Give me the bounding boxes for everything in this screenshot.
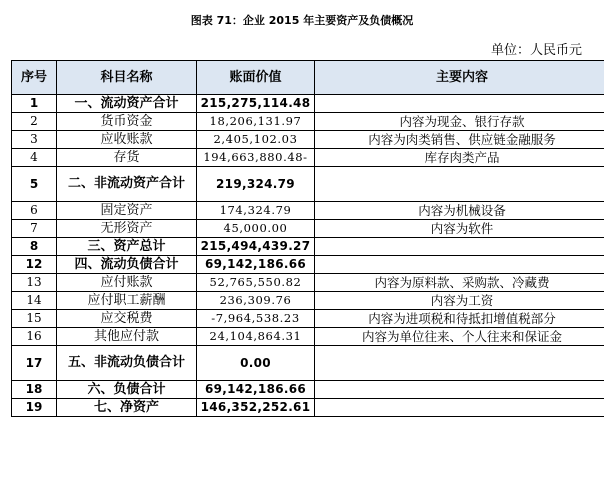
row-seq: 5 bbox=[12, 167, 57, 202]
table-row bbox=[12, 346, 604, 381]
row-desc: 内容为软件 bbox=[315, 220, 604, 238]
row-seq: 17 bbox=[12, 346, 57, 381]
header-value: 账面价值 bbox=[197, 61, 315, 95]
row-value: 18,206,131.97 bbox=[197, 113, 315, 131]
row-value: 69,142,186.66 bbox=[197, 381, 315, 399]
row-value: -7,964,538.23 bbox=[197, 310, 315, 328]
row-value: 146,352,252.61 bbox=[197, 399, 315, 417]
table-row bbox=[12, 310, 604, 328]
row-desc: 内容为单位往来、个人往来和保证金 bbox=[315, 328, 604, 346]
row-name: 应交税费 bbox=[57, 310, 197, 328]
row-desc bbox=[315, 256, 604, 274]
table-row bbox=[12, 220, 604, 238]
row-desc: 内容为工资 bbox=[315, 292, 604, 310]
row-name: 应收账款 bbox=[57, 131, 197, 149]
table-row bbox=[12, 256, 604, 274]
row-name: 货币资金 bbox=[57, 113, 197, 131]
table-row bbox=[12, 95, 604, 113]
row-value: 236,309.76 bbox=[197, 292, 315, 310]
table-row bbox=[12, 292, 604, 310]
row-name: 四、流动负债合计 bbox=[57, 256, 197, 274]
row-seq: 16 bbox=[12, 328, 57, 346]
row-seq: 4 bbox=[12, 149, 57, 167]
header-seq: 序号 bbox=[12, 61, 57, 95]
row-value: 24,104,864.31 bbox=[197, 328, 315, 346]
row-seq: 6 bbox=[12, 202, 57, 220]
row-name: 应付账款 bbox=[57, 274, 197, 292]
table-title: 图表 71：企业 2015 年主要资产及负债概况 bbox=[190, 14, 414, 27]
row-seq: 3 bbox=[12, 131, 57, 149]
row-value: 2,405,102.03 bbox=[197, 131, 315, 149]
row-name: 二、非流动资产合计 bbox=[57, 167, 197, 202]
row-seq: 7 bbox=[12, 220, 57, 238]
table-row bbox=[12, 274, 604, 292]
row-desc: 内容为原料款、采购款、冷藏费 bbox=[315, 274, 604, 292]
row-desc bbox=[315, 399, 604, 417]
row-seq: 12 bbox=[12, 256, 57, 274]
row-value: 219,324.79 bbox=[197, 167, 315, 202]
row-value: 45,000.00 bbox=[197, 220, 315, 238]
row-value: 0.00 bbox=[197, 346, 315, 381]
row-desc: 库存肉类产品 bbox=[315, 149, 604, 167]
row-desc: 内容为现金、银行存款 bbox=[315, 113, 604, 131]
table-row bbox=[12, 328, 604, 346]
row-name: 固定资产 bbox=[57, 202, 197, 220]
row-desc bbox=[315, 238, 604, 256]
row-seq: 14 bbox=[12, 292, 57, 310]
row-value: 52,765,550.82 bbox=[197, 274, 315, 292]
row-desc: 内容为机械设备 bbox=[315, 202, 604, 220]
row-seq: 2 bbox=[12, 113, 57, 131]
row-value: 215,494,439.27 bbox=[197, 238, 315, 256]
row-name: 五、非流动负债合计 bbox=[57, 346, 197, 381]
table-row bbox=[12, 381, 604, 399]
table-header-row bbox=[12, 61, 604, 95]
row-name: 六、负债合计 bbox=[57, 381, 197, 399]
row-desc bbox=[315, 95, 604, 113]
assets-liabilities-table bbox=[11, 60, 604, 417]
table-row bbox=[12, 131, 604, 149]
table-row bbox=[12, 202, 604, 220]
header-desc: 主要内容 bbox=[315, 61, 604, 95]
row-value: 194,663,880.48- bbox=[197, 149, 315, 167]
header-name: 科目名称 bbox=[57, 61, 197, 95]
row-value: 69,142,186.66 bbox=[197, 256, 315, 274]
row-desc bbox=[315, 346, 604, 381]
row-name: 其他应付款 bbox=[57, 328, 197, 346]
row-seq: 8 bbox=[12, 238, 57, 256]
table-row bbox=[12, 399, 604, 417]
table-row bbox=[12, 149, 604, 167]
row-desc: 内容为进项税和待抵扣增值税部分 bbox=[315, 310, 604, 328]
row-name: 应付职工薪酬 bbox=[57, 292, 197, 310]
row-name: 三、资产总计 bbox=[57, 238, 197, 256]
row-seq: 1 bbox=[12, 95, 57, 113]
row-desc: 内容为肉类销售、供应链金融服务 bbox=[315, 131, 604, 149]
table-row bbox=[12, 238, 604, 256]
row-value: 215,275,114.48 bbox=[197, 95, 315, 113]
row-seq: 13 bbox=[12, 274, 57, 292]
row-name: 无形资产 bbox=[57, 220, 197, 238]
row-seq: 19 bbox=[12, 399, 57, 417]
table-row bbox=[12, 167, 604, 202]
row-name: 七、净资产 bbox=[57, 399, 197, 417]
row-name: 一、流动资产合计 bbox=[57, 95, 197, 113]
row-desc bbox=[315, 381, 604, 399]
row-name: 存货 bbox=[57, 149, 197, 167]
table-row bbox=[12, 113, 604, 131]
row-seq: 18 bbox=[12, 381, 57, 399]
row-value: 174,324.79 bbox=[197, 202, 315, 220]
unit-label: 单位：人民币元 bbox=[490, 43, 582, 58]
row-desc bbox=[315, 167, 604, 202]
row-seq: 15 bbox=[12, 310, 57, 328]
